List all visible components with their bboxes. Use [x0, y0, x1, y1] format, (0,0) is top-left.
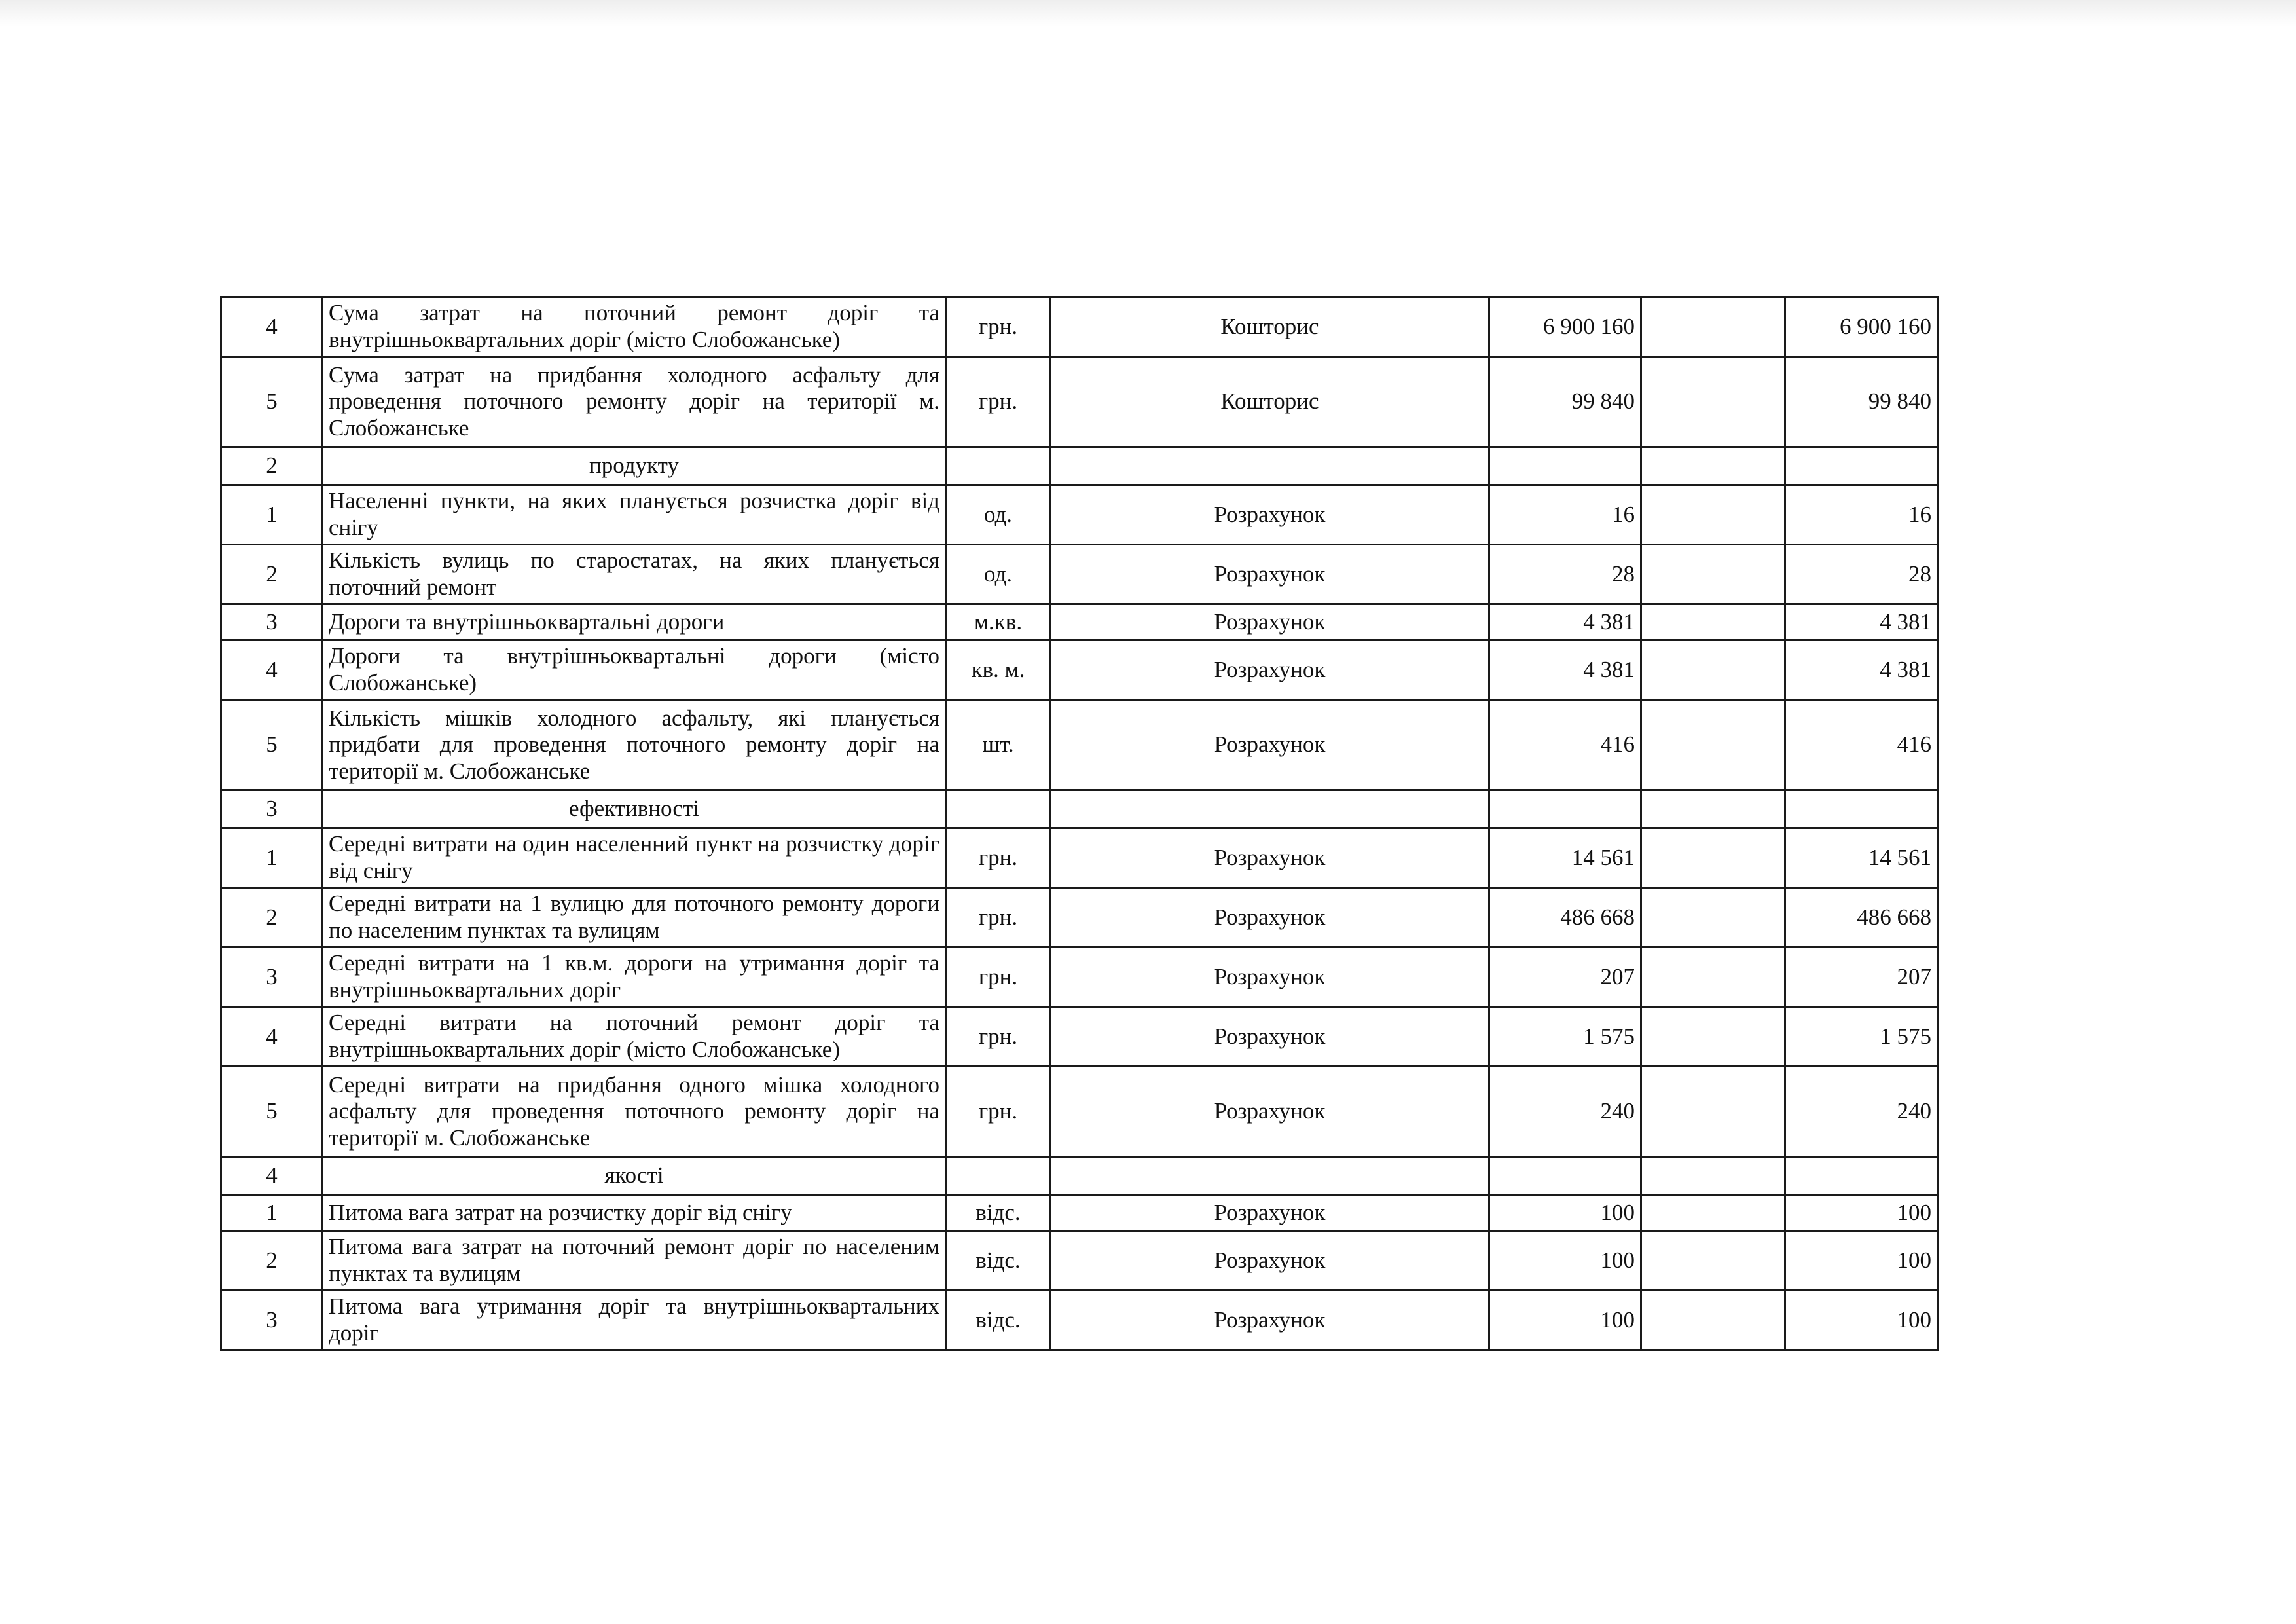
value-cell — [1489, 790, 1641, 828]
unit-cell: од. — [946, 545, 1051, 604]
table-row — [221, 828, 1938, 888]
section-title: ефективності — [323, 790, 946, 828]
gap-cell — [1641, 604, 1785, 640]
unit-cell: кв. м. — [946, 640, 1051, 700]
source-cell: Розрахунок — [1051, 1007, 1489, 1067]
unit-cell — [946, 447, 1051, 485]
source-cell: Кошторис — [1051, 357, 1489, 447]
gap-cell — [1641, 1067, 1785, 1157]
row-number: 5 — [221, 1067, 323, 1157]
section-row — [221, 1157, 1938, 1195]
row-number: 3 — [221, 948, 323, 1007]
row-number: 3 — [221, 1291, 323, 1350]
value-cell: 28 — [1489, 545, 1641, 604]
gap-cell — [1641, 447, 1785, 485]
unit-cell — [946, 790, 1051, 828]
table-row — [221, 640, 1938, 700]
row-number: 2 — [221, 888, 323, 948]
source-cell: Розрахунок — [1051, 700, 1489, 790]
gap-cell — [1641, 357, 1785, 447]
row-number: 1 — [221, 828, 323, 888]
value-cell: 99 840 — [1785, 357, 1938, 447]
source-cell — [1051, 447, 1489, 485]
value-cell: 16 — [1489, 485, 1641, 545]
source-cell: Розрахунок — [1051, 1195, 1489, 1231]
gap-cell — [1641, 640, 1785, 700]
value-cell: 1 575 — [1489, 1007, 1641, 1067]
source-cell: Розрахунок — [1051, 888, 1489, 948]
indicator-name: Сума затрат на поточний ремонт доріг та внутрішньоквартальних доріг (місто Слобожанське) — [323, 297, 946, 357]
value-cell: 4 381 — [1785, 640, 1938, 700]
unit-cell: відс. — [946, 1231, 1051, 1291]
value-cell: 100 — [1489, 1195, 1641, 1231]
value-cell: 100 — [1785, 1291, 1938, 1350]
source-cell: Розрахунок — [1051, 1231, 1489, 1291]
unit-cell: грн. — [946, 1067, 1051, 1157]
gap-cell — [1641, 1157, 1785, 1195]
value-cell: 28 — [1785, 545, 1938, 604]
table-row — [221, 1195, 1938, 1231]
value-cell: 4 381 — [1785, 604, 1938, 640]
gap-cell — [1641, 1231, 1785, 1291]
source-cell — [1051, 790, 1489, 828]
section-row — [221, 790, 1938, 828]
row-number: 5 — [221, 700, 323, 790]
gap-cell — [1641, 1007, 1785, 1067]
unit-cell: відс. — [946, 1195, 1051, 1231]
value-cell: 100 — [1489, 1231, 1641, 1291]
value-cell — [1785, 790, 1938, 828]
row-number: 1 — [221, 1195, 323, 1231]
source-cell: Розрахунок — [1051, 948, 1489, 1007]
table-row — [221, 888, 1938, 948]
unit-cell: грн. — [946, 828, 1051, 888]
value-cell: 1 575 — [1785, 1007, 1938, 1067]
value-cell — [1489, 447, 1641, 485]
row-number: 4 — [221, 1157, 323, 1195]
gap-cell — [1641, 297, 1785, 357]
source-cell: Розрахунок — [1051, 604, 1489, 640]
value-cell: 240 — [1489, 1067, 1641, 1157]
value-cell — [1489, 1157, 1641, 1195]
unit-cell: відс. — [946, 1291, 1051, 1350]
table-row — [221, 297, 1938, 357]
indicator-name: Населенні пункти, на яких планується розчистка доріг від снігу — [323, 485, 946, 545]
value-cell: 207 — [1785, 948, 1938, 1007]
gap-cell — [1641, 888, 1785, 948]
table-row — [221, 1231, 1938, 1291]
unit-cell: грн. — [946, 297, 1051, 357]
value-cell: 486 668 — [1489, 888, 1641, 948]
table-row — [221, 948, 1938, 1007]
indicator-name: Середні витрати на один населенний пункт на розчистку доріг від снігу — [323, 828, 946, 888]
gap-cell — [1641, 790, 1785, 828]
table-row — [221, 357, 1938, 447]
indicator-name: Питома вага затрат на розчистку доріг від снігу — [323, 1195, 946, 1231]
source-cell — [1051, 1157, 1489, 1195]
value-cell: 486 668 — [1785, 888, 1938, 948]
value-cell: 16 — [1785, 485, 1938, 545]
value-cell: 6 900 160 — [1489, 297, 1641, 357]
indicator-name: Дороги та внутрішньоквартальні дороги (місто Слобожанське) — [323, 640, 946, 700]
value-cell: 6 900 160 — [1785, 297, 1938, 357]
indicator-name: Середні витрати на 1 кв.м. дороги на утримання доріг та внутрішньоквартальних доріг — [323, 948, 946, 1007]
gap-cell — [1641, 700, 1785, 790]
unit-cell: грн. — [946, 888, 1051, 948]
scan-edge — [0, 0, 2296, 26]
gap-cell — [1641, 828, 1785, 888]
value-cell: 99 840 — [1489, 357, 1641, 447]
unit-cell: грн. — [946, 1007, 1051, 1067]
row-number: 4 — [221, 1007, 323, 1067]
unit-cell: грн. — [946, 357, 1051, 447]
row-number: 3 — [221, 790, 323, 828]
row-number: 5 — [221, 357, 323, 447]
table-row — [221, 545, 1938, 604]
indicator-name: Дороги та внутрішньоквартальні дороги — [323, 604, 946, 640]
gap-cell — [1641, 1291, 1785, 1350]
unit-cell: м.кв. — [946, 604, 1051, 640]
indicator-name: Кількість мішків холодного асфальту, які планується придбати для проведення поточного ремонту доріг на території м. Слобожанське — [323, 700, 946, 790]
table-row — [221, 1291, 1938, 1350]
table-row — [221, 1067, 1938, 1157]
row-number: 4 — [221, 640, 323, 700]
value-cell: 100 — [1489, 1291, 1641, 1350]
gap-cell — [1641, 1195, 1785, 1231]
value-cell — [1785, 1157, 1938, 1195]
value-cell: 4 381 — [1489, 640, 1641, 700]
section-row — [221, 447, 1938, 485]
source-cell: Розрахунок — [1051, 1291, 1489, 1350]
unit-cell: грн. — [946, 948, 1051, 1007]
row-number: 2 — [221, 447, 323, 485]
row-number: 2 — [221, 1231, 323, 1291]
value-cell: 416 — [1489, 700, 1641, 790]
row-number: 3 — [221, 604, 323, 640]
indicator-name: Середні витрати на поточний ремонт доріг та внутрішньоквартальних доріг (місто Слобожанське) — [323, 1007, 946, 1067]
row-number: 4 — [221, 297, 323, 357]
value-cell: 14 561 — [1785, 828, 1938, 888]
gap-cell — [1641, 545, 1785, 604]
value-cell: 100 — [1785, 1195, 1938, 1231]
indicator-name: Середні витрати на 1 вулицю для поточного ремонту дороги по населеним пунктах та вулицям — [323, 888, 946, 948]
section-title: якості — [323, 1157, 946, 1195]
source-cell: Розрахунок — [1051, 640, 1489, 700]
value-cell: 416 — [1785, 700, 1938, 790]
source-cell: Кошторис — [1051, 297, 1489, 357]
value-cell: 100 — [1785, 1231, 1938, 1291]
indicators-table-body — [221, 297, 1938, 1350]
table-row — [221, 1007, 1938, 1067]
indicator-name: Сума затрат на придбання холодного асфальту для проведення поточного ремонту доріг на території м. Слобожанське — [323, 357, 946, 447]
table-row — [221, 700, 1938, 790]
table-row — [221, 485, 1938, 545]
source-cell: Розрахунок — [1051, 828, 1489, 888]
value-cell: 4 381 — [1489, 604, 1641, 640]
indicators-table — [220, 296, 1939, 1351]
value-cell: 240 — [1785, 1067, 1938, 1157]
unit-cell — [946, 1157, 1051, 1195]
unit-cell: од. — [946, 485, 1051, 545]
value-cell: 207 — [1489, 948, 1641, 1007]
indicator-name: Середні витрати на придбання одного мішка холодного асфальту для проведення поточного ремонту доріг на території м. Слобожанське — [323, 1067, 946, 1157]
gap-cell — [1641, 485, 1785, 545]
value-cell: 14 561 — [1489, 828, 1641, 888]
unit-cell: шт. — [946, 700, 1051, 790]
indicator-name: Кількість вулиць по старостатах, на яких планується поточний ремонт — [323, 545, 946, 604]
gap-cell — [1641, 948, 1785, 1007]
source-cell: Розрахунок — [1051, 485, 1489, 545]
value-cell — [1785, 447, 1938, 485]
section-title: продукту — [323, 447, 946, 485]
row-number: 1 — [221, 485, 323, 545]
table-row — [221, 604, 1938, 640]
row-number: 2 — [221, 545, 323, 604]
source-cell: Розрахунок — [1051, 1067, 1489, 1157]
indicator-name: Питома вага утримання доріг та внутрішньоквартальних доріг — [323, 1291, 946, 1350]
source-cell: Розрахунок — [1051, 545, 1489, 604]
indicator-name: Питома вага затрат на поточний ремонт доріг по населеним пунктах та вулицям — [323, 1231, 946, 1291]
